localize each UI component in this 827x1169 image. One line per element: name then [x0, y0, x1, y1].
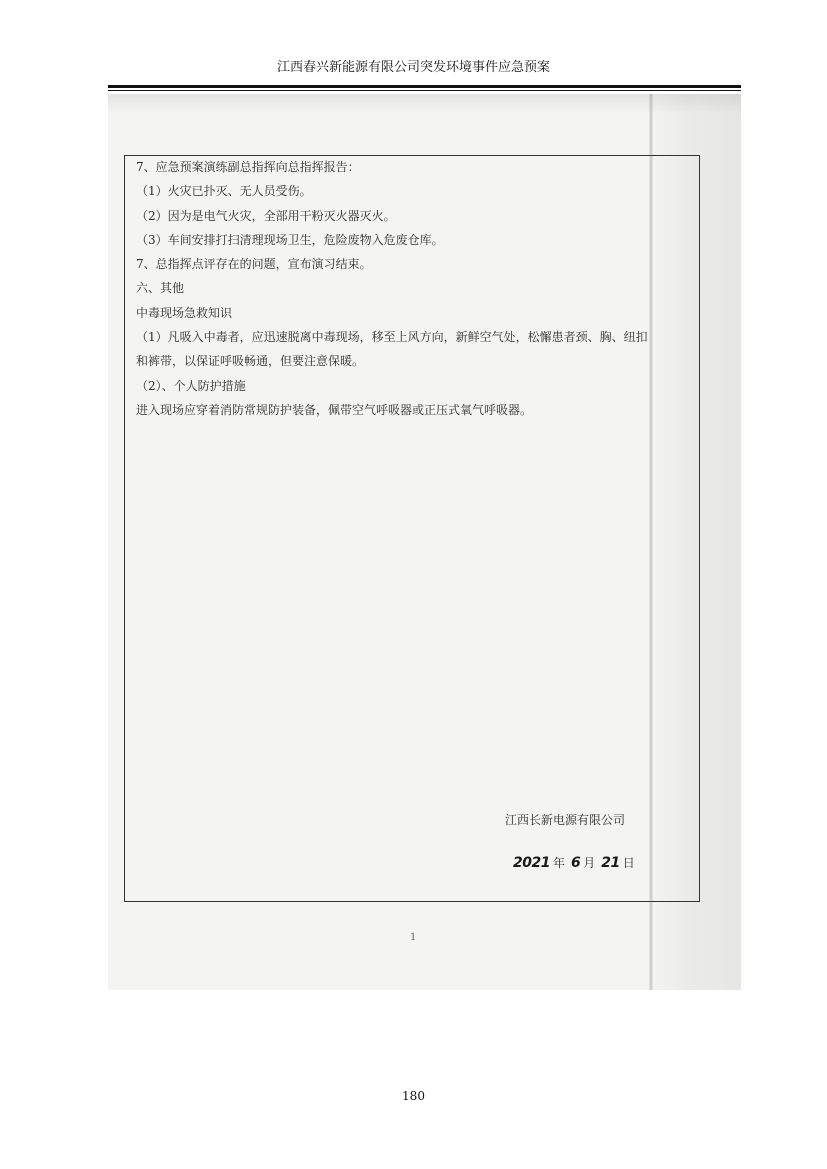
text-line: （1）火灾已扑灭、无人员受伤。 — [136, 184, 312, 199]
text-line: 7、总指挥点评存在的问题，宣布演习结束。 — [136, 257, 372, 272]
signature-date — [513, 854, 641, 871]
document-header-title: 江西春兴新能源有限公司突发环境事件应急预案 — [276, 60, 550, 75]
text-line: （1）凡吸入中毒者，应迅速脱离中毒现场，移至上风方向，新鲜空气处，松懈患者颈、胸、纽扣 — [136, 330, 648, 345]
text-line: （2）、个人防护措施 — [136, 378, 246, 393]
text-line: 和裤带，以保证呼吸畅通，但要注意保暖。 — [136, 354, 365, 369]
date-year-unit: 年 — [552, 856, 565, 870]
scan-inner-page-number: 1 — [410, 932, 417, 943]
body-text — [136, 155, 701, 422]
text-line: （2）因为是电气火灾，全部用干粉灭火器灭火。 — [136, 208, 396, 223]
text-line: 六、其他 — [136, 281, 185, 296]
header-rule-thick — [108, 85, 741, 88]
text-line: 进入现场应穿着消防常规防护装备，佩带空气呼吸器或正压式氧气呼吸器。 — [136, 402, 533, 417]
company-signature: 江西长新电源有限公司 — [505, 813, 626, 827]
date-month-unit: 月 — [583, 856, 596, 870]
page-number: 180 — [402, 1089, 425, 1103]
text-line: （3）车间安排打扫清理现场卫生，危险废物入危废仓库。 — [136, 232, 444, 247]
scanned-page — [108, 94, 741, 990]
date-month: 6 — [570, 855, 581, 871]
scan-top-smudge — [108, 94, 741, 114]
date-year: 2021 — [513, 855, 550, 871]
header-rule-thin — [108, 90, 741, 91]
text-line: 中毒现场急救知识 — [136, 305, 233, 320]
date-day: 21 — [601, 855, 620, 871]
text-line: 7、应急预案演练副总指挥向总指挥报告： — [136, 160, 360, 174]
date-day-unit: 日 — [622, 856, 635, 870]
